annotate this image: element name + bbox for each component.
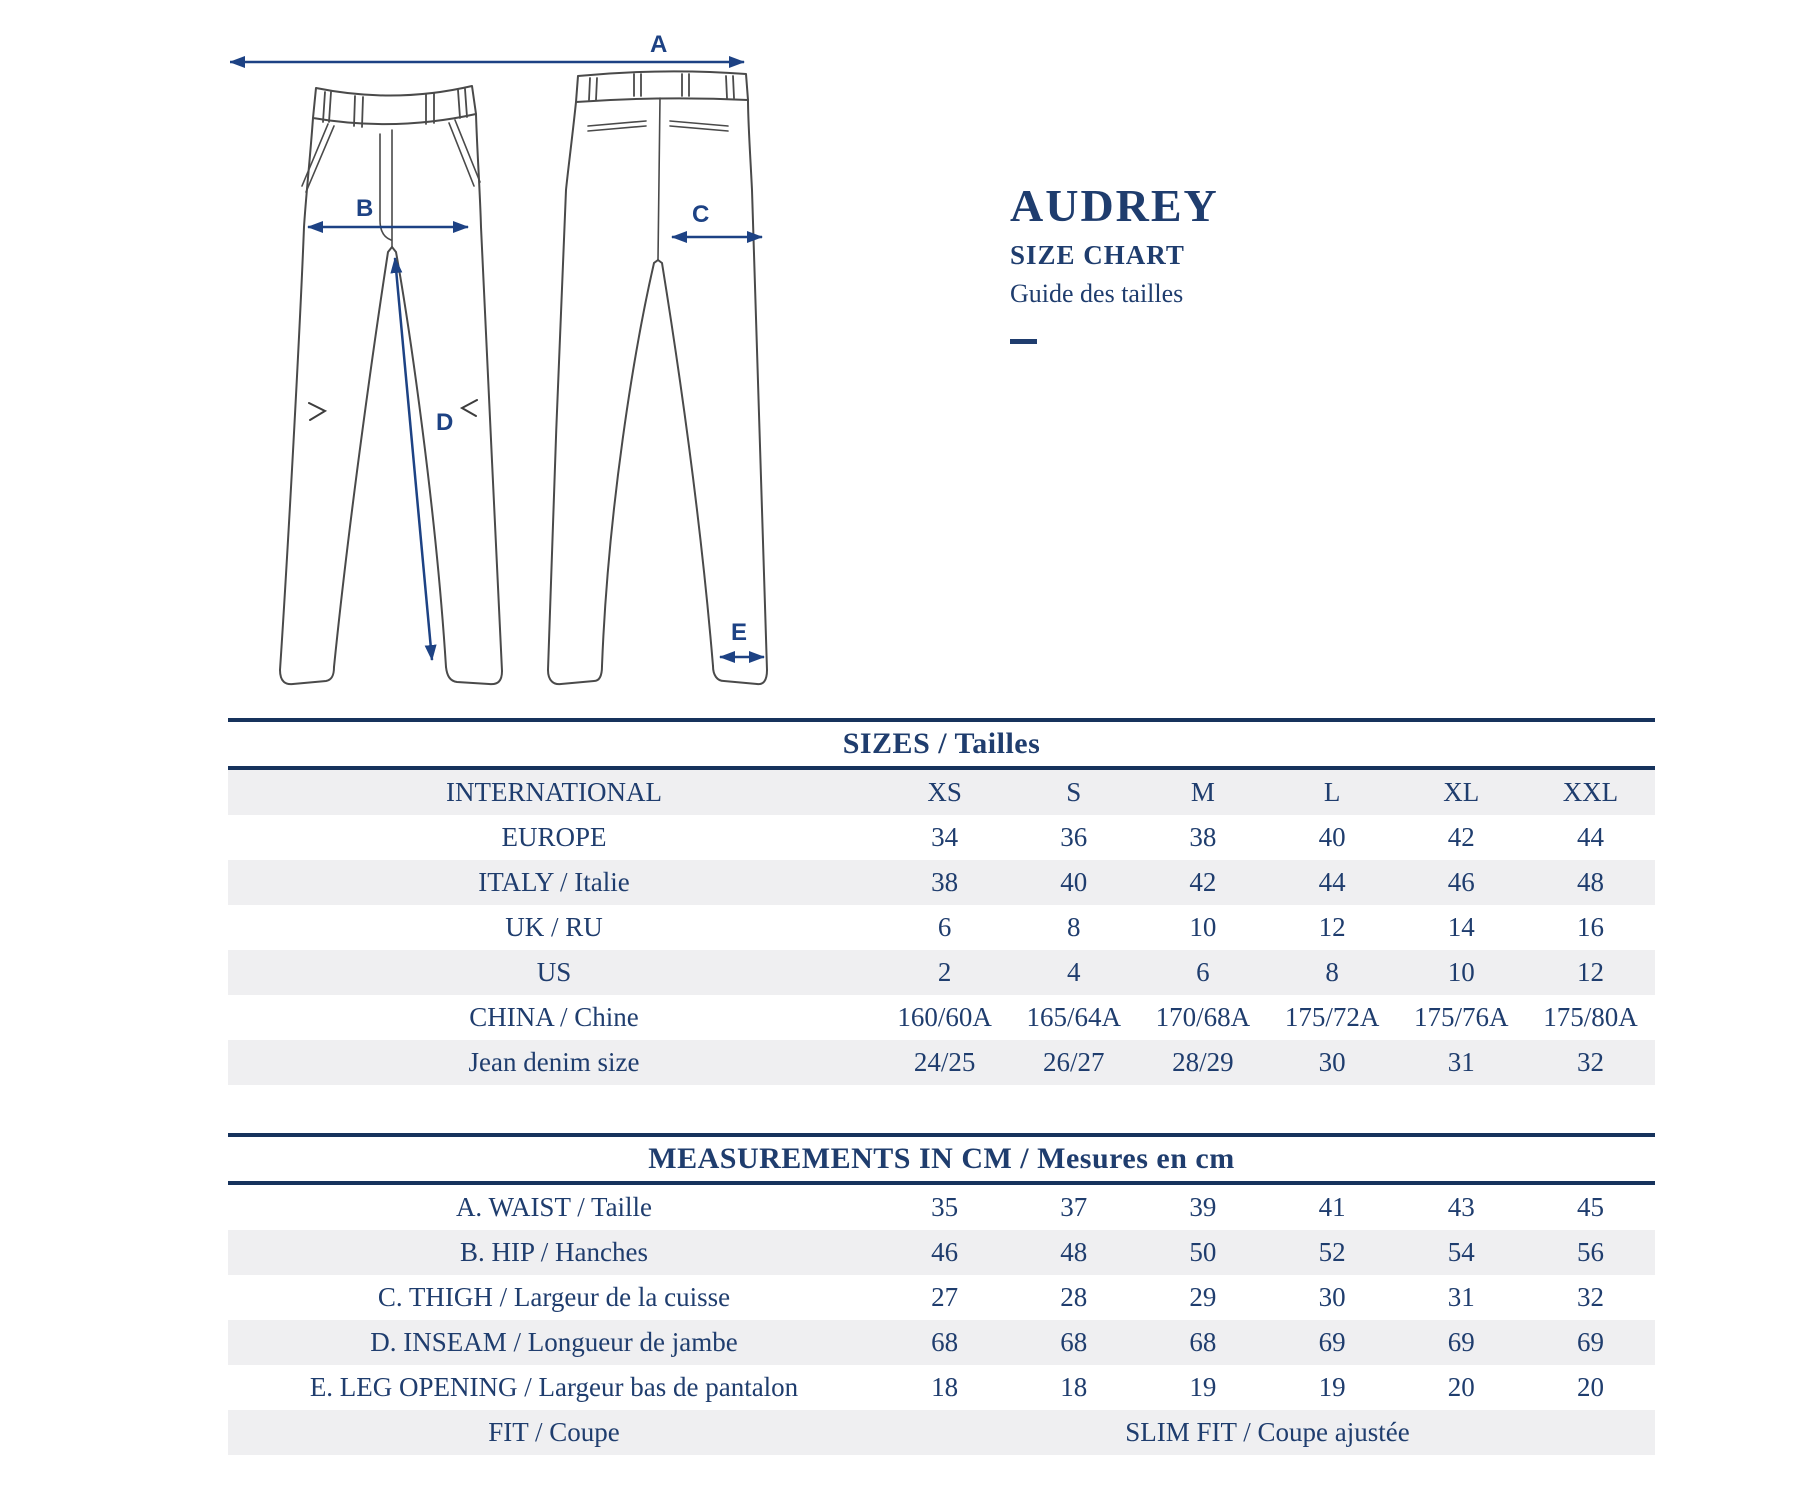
measure-label-c: C — [692, 201, 710, 228]
row-value: 32 — [1576, 1282, 1604, 1312]
row-value: 30 — [1318, 1047, 1346, 1077]
row-value: 28 — [1060, 1282, 1088, 1312]
row-value: XXL — [1562, 777, 1619, 807]
row-label: FIT / Coupe — [488, 1417, 620, 1447]
row-value: 48 — [1576, 867, 1604, 897]
pants-front-drawing — [280, 86, 502, 684]
measure-label-e: E — [731, 619, 748, 646]
row-value: 32 — [1576, 1047, 1604, 1077]
measurements-table-header: MEASUREMENTS IN CM / Mesures en cm — [228, 1133, 1655, 1185]
row-value: 39 — [1189, 1192, 1217, 1222]
row-value: 31 — [1447, 1047, 1475, 1077]
row-value: 20 — [1447, 1372, 1475, 1402]
row-value: 36 — [1060, 822, 1088, 852]
back-belt-loops — [589, 74, 734, 100]
front-left-inseam — [334, 247, 392, 667]
front-waistband — [313, 86, 476, 124]
row-value: 56 — [1576, 1237, 1604, 1267]
title-dash — [1010, 339, 1037, 344]
row-value: 2 — [937, 957, 952, 987]
row-value: 31 — [1447, 1282, 1475, 1312]
front-right-side-seam — [476, 114, 502, 671]
measure-label-d: D — [436, 409, 454, 436]
table-row — [228, 995, 1655, 1040]
row-value: 46 — [931, 1237, 959, 1267]
row-value: 24/25 — [913, 1047, 976, 1077]
table-row — [228, 770, 1655, 815]
title-block — [1010, 182, 1219, 344]
row-value: 14 — [1447, 912, 1475, 942]
row-value: 8 — [1325, 957, 1339, 987]
row-value: 44 — [1318, 867, 1346, 897]
measure-label-a: A — [650, 31, 668, 58]
table-row — [228, 1230, 1655, 1275]
row-value: 68 — [1189, 1327, 1217, 1357]
row-value: 12 — [1318, 912, 1346, 942]
table-row — [228, 1320, 1655, 1365]
row-value: 19 — [1318, 1372, 1346, 1402]
back-left-side-seam — [548, 102, 576, 670]
row-value: S — [1066, 777, 1082, 807]
row-value: 175/72A — [1284, 1002, 1380, 1032]
row-value: 4 — [1067, 957, 1081, 987]
row-value: 35 — [931, 1192, 959, 1222]
pants-back-drawing — [548, 71, 767, 684]
sizes-table-body — [228, 770, 1655, 1085]
sizes-table-header: SIZES / Tailles — [228, 718, 1655, 770]
table-row — [228, 950, 1655, 995]
pants-measurement-diagram — [230, 30, 970, 690]
row-value: 160/60A — [897, 1002, 992, 1032]
row-value: 54 — [1447, 1237, 1475, 1267]
row-value: 42 — [1189, 867, 1217, 897]
back-pocket-right — [670, 121, 728, 131]
row-label: A. WAIST / Taille — [455, 1192, 653, 1222]
back-left-inseam — [602, 260, 658, 666]
row-value: 42 — [1447, 822, 1475, 852]
table-row — [228, 1185, 1655, 1230]
row-value: 69 — [1576, 1327, 1604, 1357]
row-value: 37 — [1060, 1192, 1088, 1222]
row-value: 170/68A — [1155, 1002, 1251, 1032]
row-value: 175/80A — [1543, 1002, 1638, 1032]
front-left-side-seam — [280, 118, 313, 670]
row-value: 20 — [1576, 1372, 1604, 1402]
row-value: M — [1190, 777, 1215, 807]
row-value: 40 — [1318, 822, 1346, 852]
row-value: 68 — [931, 1327, 959, 1357]
row-span-value: SLIM FIT / Coupe ajustée — [1125, 1417, 1410, 1447]
row-value: 19 — [1189, 1372, 1217, 1402]
size-tables-section — [228, 718, 1655, 1455]
row-value: 69 — [1447, 1327, 1475, 1357]
row-label: INTERNATIONAL — [446, 777, 662, 807]
row-value: 34 — [931, 822, 959, 852]
row-label: E. LEG OPENING / Largeur bas de pantalon — [309, 1372, 799, 1402]
row-value: 68 — [1060, 1327, 1088, 1357]
front-left-hem — [280, 667, 334, 684]
measurements-table — [228, 1133, 1655, 1455]
row-value: 46 — [1447, 867, 1475, 897]
product-title: AUDREY — [1010, 180, 1219, 231]
row-value: L — [1323, 777, 1341, 807]
measure-label-b: B — [356, 195, 374, 222]
table-row — [228, 1040, 1655, 1085]
measurements-table-body — [228, 1185, 1655, 1455]
row-value: 45 — [1576, 1192, 1604, 1222]
row-value: 38 — [931, 867, 959, 897]
row-value: 26/27 — [1043, 1047, 1105, 1077]
row-value: 6 — [937, 912, 952, 942]
table-row — [228, 860, 1655, 905]
row-value: 10 — [1189, 912, 1217, 942]
row-value: 27 — [931, 1282, 959, 1312]
row-value: 28/29 — [1172, 1047, 1234, 1077]
row-label: US — [536, 957, 572, 987]
row-label: UK / RU — [505, 912, 603, 942]
row-value: 30 — [1318, 1282, 1346, 1312]
row-value: 12 — [1576, 957, 1604, 987]
back-right-hem — [713, 666, 767, 684]
row-value: 38 — [1189, 822, 1217, 852]
back-right-inseam — [658, 260, 713, 666]
size-chart-title: SIZE CHART — [1010, 240, 1185, 270]
row-label: D. INSEAM / Longueur de jambe — [370, 1327, 738, 1357]
row-label: ITALY / Italie — [478, 867, 630, 897]
row-value: 40 — [1060, 867, 1088, 897]
table-row — [228, 815, 1655, 860]
row-value: 10 — [1447, 957, 1475, 987]
sizes-table — [228, 718, 1655, 1085]
table-row — [228, 1365, 1655, 1410]
back-waistband — [576, 71, 748, 102]
table-row — [228, 1275, 1655, 1320]
row-value: 52 — [1318, 1237, 1346, 1267]
row-label: EUROPE — [501, 822, 607, 852]
row-value: 175/76A — [1414, 1002, 1509, 1032]
row-label: Jean denim size — [468, 1047, 640, 1077]
row-value: 18 — [931, 1372, 959, 1402]
row-value: 43 — [1447, 1192, 1475, 1222]
row-value: 165/64A — [1026, 1002, 1121, 1032]
row-value: 6 — [1196, 957, 1210, 987]
row-value: 48 — [1060, 1237, 1088, 1267]
row-value: 50 — [1189, 1237, 1217, 1267]
back-center-seam — [658, 98, 660, 260]
row-value: 8 — [1067, 912, 1081, 942]
row-value: 69 — [1318, 1327, 1346, 1357]
back-pocket-left — [588, 121, 646, 131]
row-value: 29 — [1189, 1282, 1217, 1312]
front-pocket-right — [449, 120, 480, 186]
row-value: 44 — [1576, 822, 1604, 852]
row-label: CHINA / Chine — [469, 1002, 639, 1032]
size-chart-subtitle-french: Guide des tailles — [1010, 279, 1184, 308]
table-row — [228, 905, 1655, 950]
table-row — [228, 1410, 1655, 1455]
row-value: XL — [1443, 777, 1480, 807]
front-fly — [380, 130, 392, 247]
back-left-hem — [548, 666, 602, 684]
row-value: 18 — [1060, 1372, 1088, 1402]
front-right-hem — [446, 667, 502, 684]
row-value: 16 — [1576, 912, 1604, 942]
row-value: XS — [927, 777, 962, 807]
back-right-side-seam — [748, 100, 767, 670]
row-label: C. THIGH / Largeur de la cuisse — [377, 1282, 731, 1312]
row-value: 41 — [1318, 1192, 1346, 1222]
row-label: B. HIP / Hanches — [460, 1237, 648, 1267]
